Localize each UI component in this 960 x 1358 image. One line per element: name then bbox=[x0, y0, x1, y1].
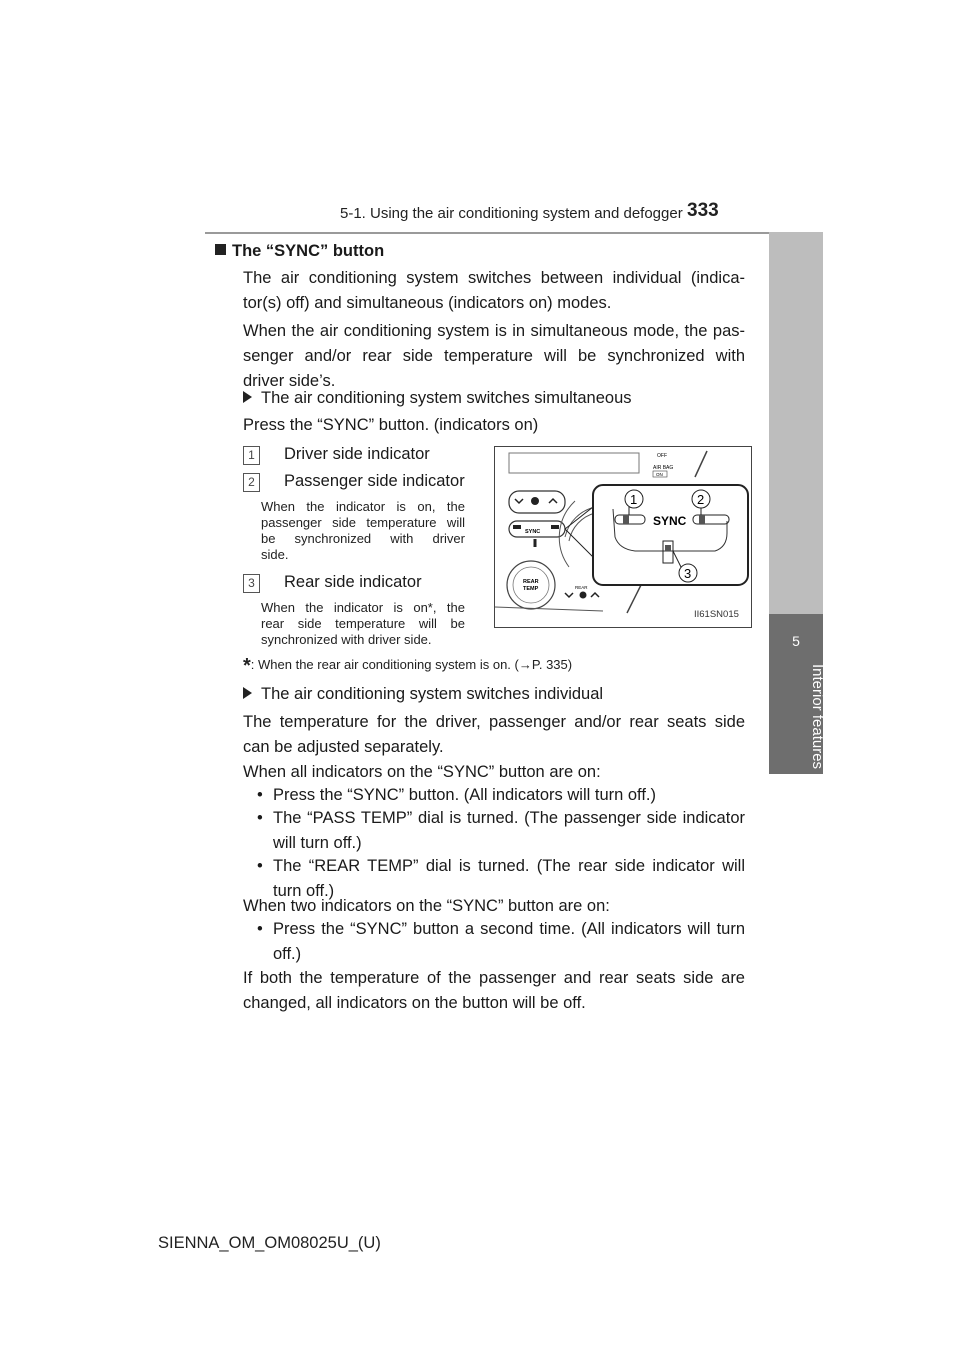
all-on-heading: When all indicators on the “SYNC” button are on: bbox=[243, 763, 601, 781]
figure-code: II61SN015 bbox=[694, 609, 739, 620]
two-on-bullet-1: • Press the “SYNC” button a second time. (All indicators will turn off.) bbox=[257, 920, 745, 963]
page-number: 333 bbox=[687, 200, 719, 221]
svg-text:OFF: OFF bbox=[657, 453, 667, 459]
paragraph-both-changed: If both the temperature of the passenger and rear seats side are changed, all indicators on the button will be off. bbox=[243, 969, 745, 1012]
chapter-number: 5 bbox=[792, 633, 800, 649]
rear-note: When the indicator is on*, the rear side temperature will be synchronized with driver side. bbox=[261, 600, 465, 647]
climate-panel-illustration bbox=[495, 447, 751, 627]
svg-text:SYNC: SYNC bbox=[525, 529, 541, 535]
all-on-bullet-2: • The “PASS TEMP” dial is turned. (The passenger side indicator will turn off.) bbox=[257, 809, 745, 852]
svg-text:1: 1 bbox=[630, 492, 638, 507]
legend-item-driver: 1 Driver side indicator bbox=[243, 445, 430, 465]
legend-item-passenger: 2 Passenger side indicator bbox=[243, 472, 465, 492]
press-sync-line: Press the “SYNC” button. (indicators on) bbox=[243, 416, 539, 434]
all-on-bullet-1: • Press the “SYNC” button. (All indicators will turn off.) bbox=[257, 786, 656, 804]
two-on-heading: When two indicators on the “SYNC” button are on: bbox=[243, 897, 610, 915]
svg-text:2: 2 bbox=[697, 492, 705, 507]
triangle-bullet-icon bbox=[243, 391, 252, 403]
legend-item-rear: 3 Rear side indicator bbox=[243, 573, 422, 593]
svg-text:3: 3 bbox=[684, 566, 692, 581]
callout-number: 1 bbox=[243, 446, 260, 465]
square-bullet-icon bbox=[215, 244, 226, 255]
paragraph-simultaneous: When the air conditioning system is in simultaneous mode, the pas- senger and/or rear side temperature will be synchronized with driver side’s. bbox=[243, 322, 745, 390]
svg-text:TEMP: TEMP bbox=[523, 586, 539, 592]
arrow-item-individual: The air conditioning system switches individual bbox=[243, 685, 603, 704]
svg-text:ON: ON bbox=[656, 472, 663, 477]
footnote: *: When the rear air conditioning system is on. (→P. 335) bbox=[243, 655, 573, 677]
svg-text:AIR BAG: AIR BAG bbox=[653, 465, 674, 471]
callout-number: 2 bbox=[243, 473, 260, 492]
all-on-bullet-3: • The “REAR TEMP” dial is turned. (The rear side indicator will turn off.) bbox=[257, 857, 745, 900]
side-tab-background bbox=[769, 232, 823, 614]
passenger-note: When the indicator is on, the passenger side temperature will be synchronized with driver side. bbox=[261, 499, 465, 562]
header-rule bbox=[205, 232, 823, 234]
callout-number: 3 bbox=[243, 574, 260, 593]
paragraph-individual: The temperature for the driver, passenger and/or rear seats side can be adjusted separately. bbox=[243, 713, 745, 756]
svg-text:SYNC: SYNC bbox=[653, 514, 687, 528]
chapter-label: Interior features bbox=[809, 664, 826, 770]
section-heading: The “SYNC” button bbox=[215, 242, 384, 261]
sync-button-figure bbox=[494, 446, 752, 628]
svg-text:REAR: REAR bbox=[575, 585, 588, 590]
svg-text:REAR: REAR bbox=[523, 579, 539, 585]
arrow-item-simultaneous: The air conditioning system switches simultaneous bbox=[243, 389, 632, 408]
paragraph-mode-intro: The air conditioning system switches between individual (indica- tor(s) off) and simultaneous (indicators on) modes. bbox=[243, 269, 745, 312]
triangle-bullet-icon bbox=[243, 687, 252, 699]
document-id: SIENNA_OM_OM08025U_(U) bbox=[158, 1234, 381, 1252]
running-header: 5-1. Using the air conditioning system and defogger bbox=[340, 205, 683, 222]
